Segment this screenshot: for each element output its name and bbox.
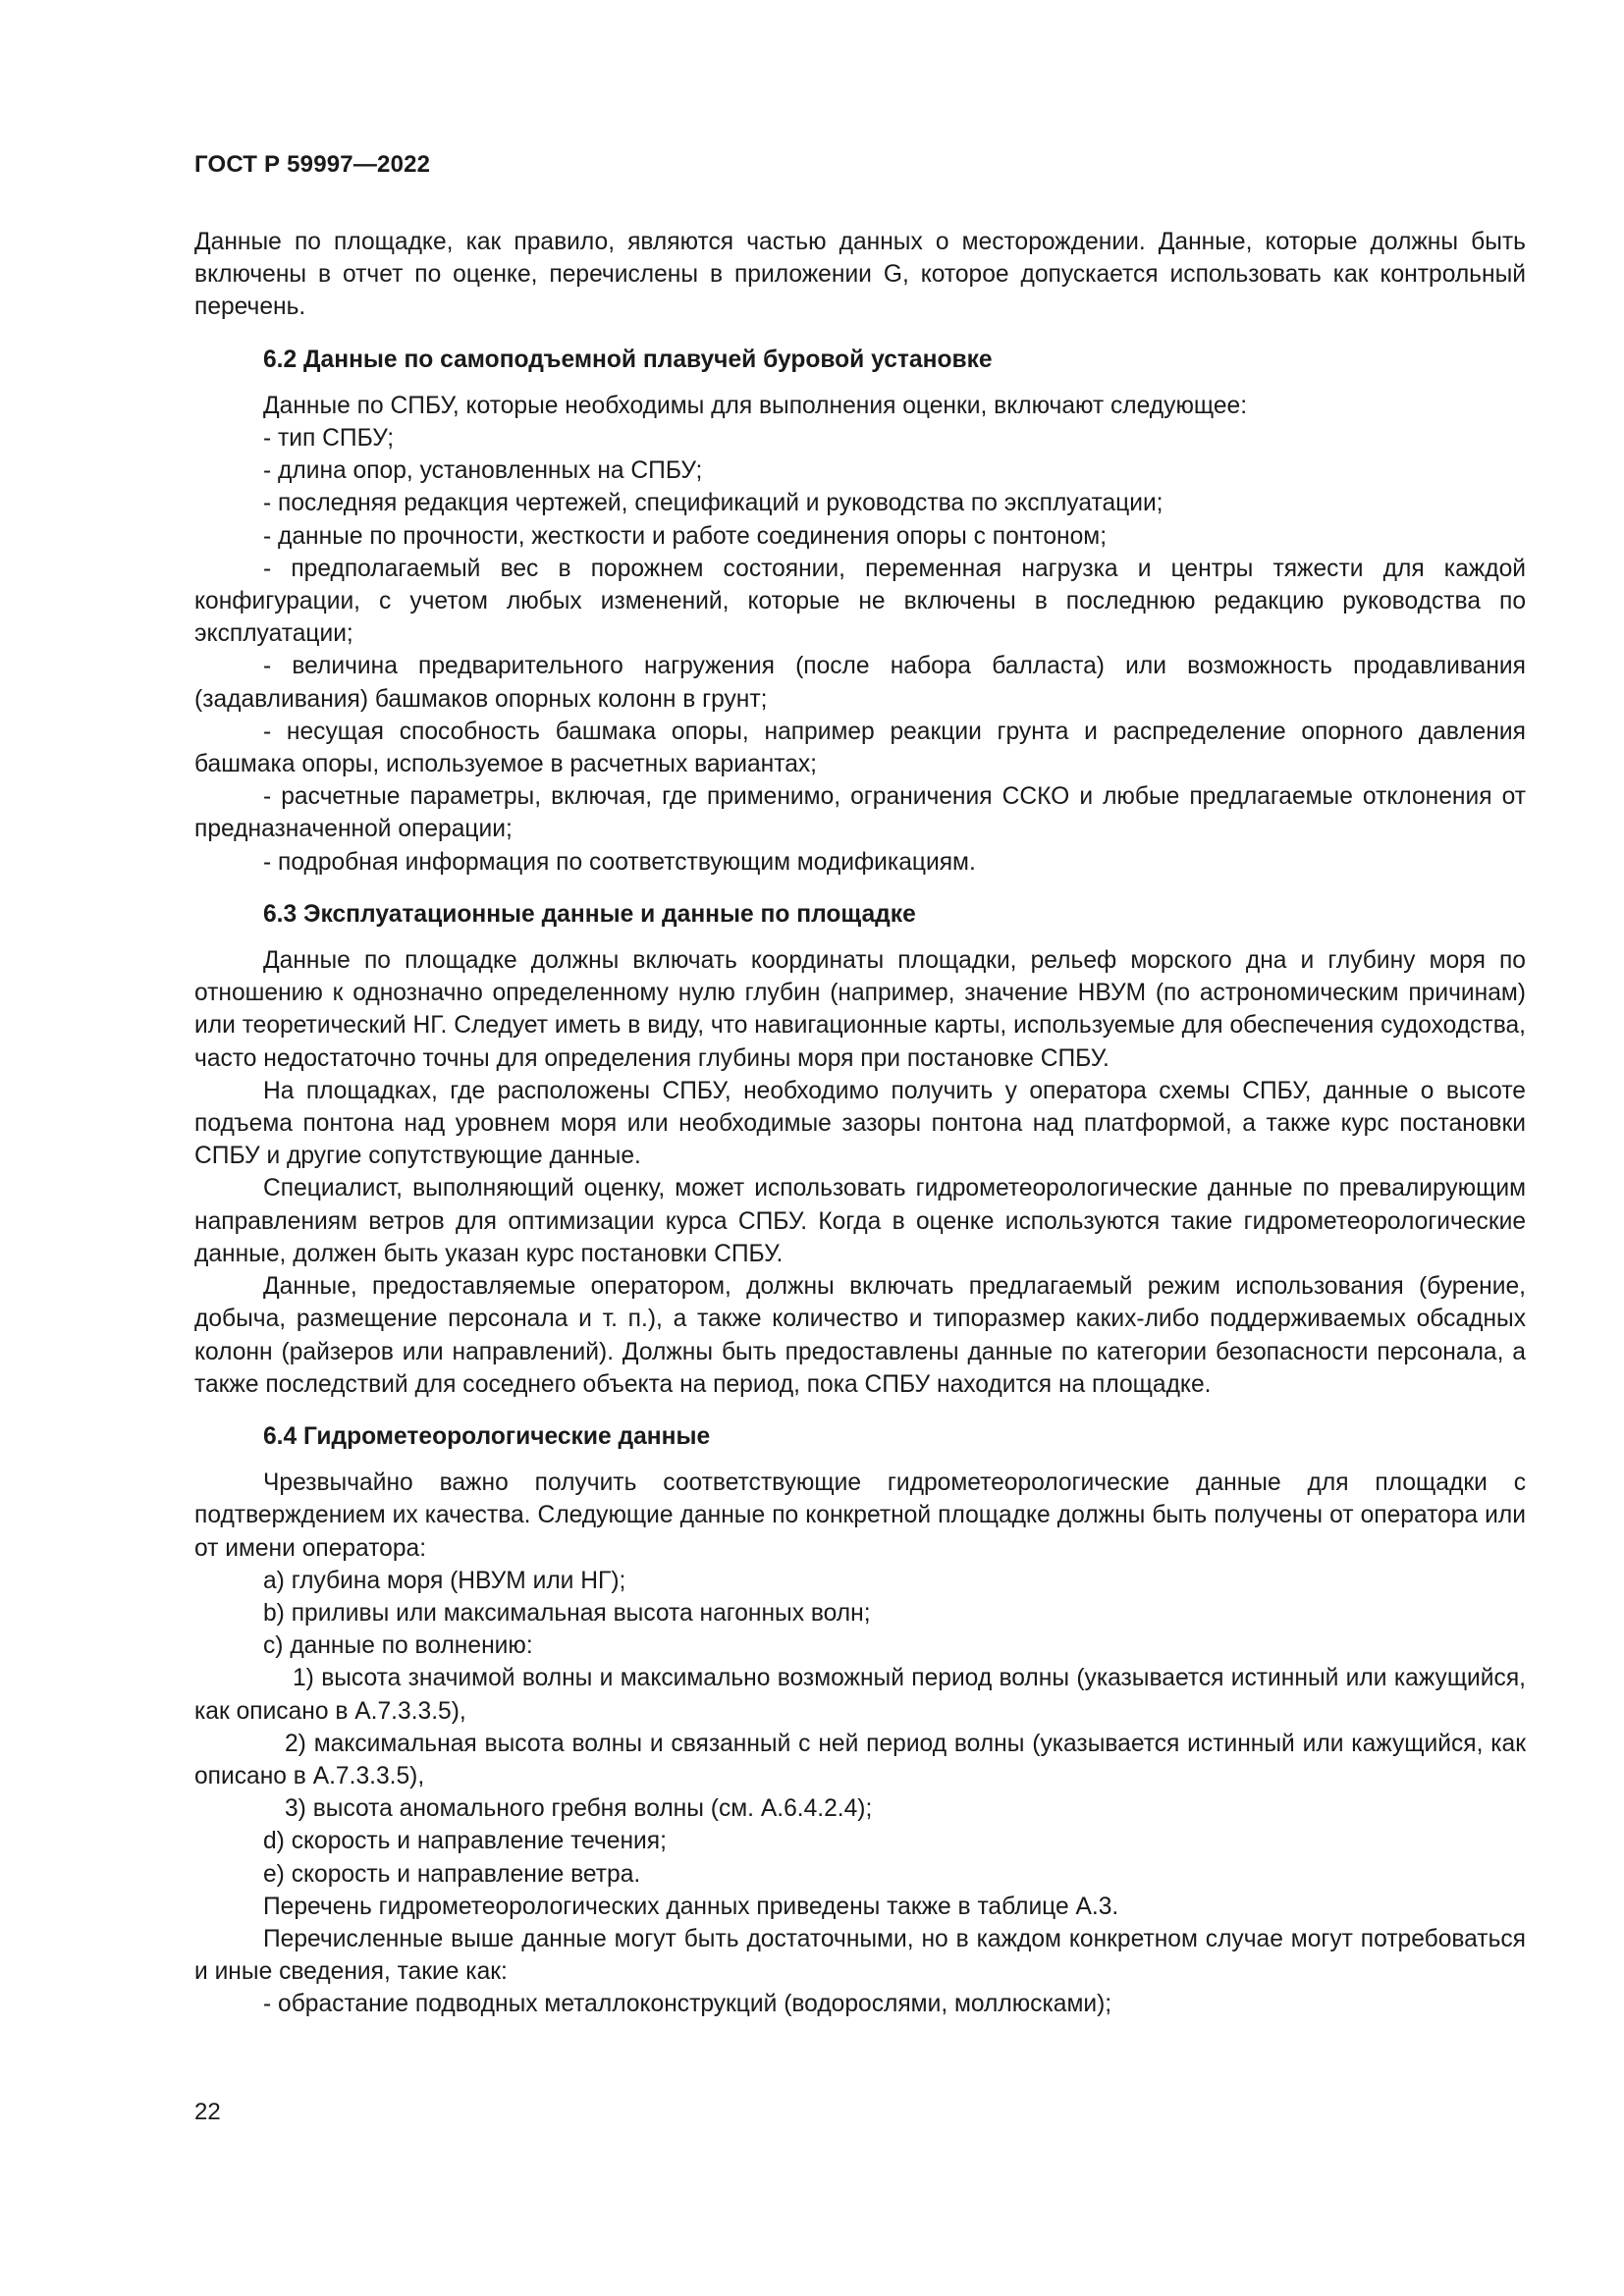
section-6-4-paragraph: Перечисленные выше данные могут быть достаточными, но в каждом конкретном случае могут потребоваться и иные сведения, такие как: xyxy=(194,1925,1526,1986)
list-item-b: b) приливы или максимальная высота нагонных волн; xyxy=(263,1599,871,1627)
page-number: 22 xyxy=(194,2099,221,2125)
list-item: - предполагаемый вес в порожнем состоянии, переменная нагрузка и центры тяжести для каждой конфигурации, с учетом любых изменений, которые не включены в последнюю редакцию руководства по эксплуатации; xyxy=(194,555,1526,648)
section-6-3-paragraph: Данные по площадке должны включать координаты площадки, рельеф морского дна и глубину моря по отношению к однозначно определенному нулю глубин (например, значение НВУМ (по астрономическим причинам) или теоретический НГ. Следует иметь в виду, что навигационные карты, используемые для обеспечения судоходства, часто недостаточно точны для определения глубины моря при постановке СПБУ. xyxy=(194,947,1526,1072)
list-item-a: a) глубина моря (НВУМ или НГ); xyxy=(263,1567,626,1594)
list-item-d: d) скорость и направление течения; xyxy=(263,1828,667,1855)
section-6-4-lead: Чрезвычайно важно получить соответствующие гидрометеорологические данные для площадки с подтверждением их качества. Следующие данные по конкретной площадке должны быть получены от оператора или от имени оператора: xyxy=(194,1469,1526,1562)
section-6-3-heading: 6.3 Эксплуатационные данные и данные по площадке xyxy=(263,900,916,928)
section-6-4-heading: 6.4 Гидрометеорологические данные xyxy=(263,1422,711,1450)
list-item-e: е) скорость и направление ветра. xyxy=(263,1860,641,1888)
document-code: ГОСТ Р 59997—2022 xyxy=(194,151,431,178)
list-item: - подробная информация по соответствующим модификациям. xyxy=(263,848,976,876)
section-6-3-paragraph: Данные, предоставляемые оператором, должны включать предлагаемый режим использования (бурение, добыча, размещение персонала и т. п.), а также количество и типоразмер каких-либо поддерживаемых обсадных колонн (райзеров или направлений). Должны быть предоставлены данные по категории безопасности персонала, а также последствий для соседнего объекта на период, пока СПБУ находится на площадке. xyxy=(194,1273,1526,1398)
section-6-2-heading: 6.2 Данные по самоподъемной плавучей буровой установке xyxy=(263,346,993,373)
list-item: - величина предварительного нагружения (после набора балласта) или возможность продавливания (задавливания) башмаков опорных колонн в грунт; xyxy=(194,653,1526,713)
list-subitem-3: 3) высота аномального гребня волны (см. А.6.4.2.4); xyxy=(285,1795,873,1823)
list-item: - тип СПБУ; xyxy=(263,425,395,453)
section-6-4-paragraph: Перечень гидрометеорологических данных приведены также в таблице А.3. xyxy=(263,1893,1119,1920)
section-6-2-lead: Данные по СПБУ, которые необходимы для выполнения оценки, включают следующее: xyxy=(263,392,1248,419)
section-6-3-paragraph: Специалист, выполняющий оценку, может использовать гидрометеорологические данные по превалирующим направлениям ветров для оптимизации курса СПБУ. Когда в оценке используются такие гидрометеорологические данные, должен быть указан курс постановки СПБУ. xyxy=(194,1175,1526,1267)
list-item-c: с) данные по волнению: xyxy=(263,1632,533,1660)
list-item: - последняя редакция чертежей, спецификаций и руководства по эксплуатации; xyxy=(263,490,1164,517)
list-item: - данные по прочности, жесткости и работе соединения опоры с понтоном; xyxy=(263,522,1108,550)
section-6-3-paragraph: На площадках, где расположены СПБУ, необходимо получить у оператора схемы СПБУ, данные о высоте подъема понтона над уровнем моря или необходимые зазоры понтона над платформой, а также курс постановки СПБУ и другие сопутствующие данные. xyxy=(194,1077,1526,1170)
list-item: - несущая способность башмака опоры, например реакции грунта и распределение опорного давления башмака опоры, используемое в расчетных вариантах; xyxy=(194,718,1526,778)
list-item: - длина опор, установленных на СПБУ; xyxy=(263,457,703,485)
list-item: - расчетные параметры, включая, где применимо, ограничения ССКО и любые предлагаемые отклонения от предназначенной операции; xyxy=(194,783,1526,843)
intro-paragraph: Данные по площадке, как правило, являются частью данных о месторождении. Данные, которые должны быть включены в отчет по оценке, перечислены в приложении G, которое допускается использовать как контрольный перечень. xyxy=(194,229,1526,321)
page-body xyxy=(194,226,1526,2021)
list-subitem-1: 1) высота значимой волны и максимально возможный период волны (указывается истинный или кажущийся, как описано в А.7.3.3.5), xyxy=(194,1665,1526,1725)
list-item: - обрастание подводных металлоконструкций (водорослями, моллюсками); xyxy=(263,1991,1112,2018)
list-subitem-2: 2) максимальная высота волны и связанный с ней период волны (указывается истинный или кажущийся, как описано в А.7.3.3.5), xyxy=(194,1730,1526,1789)
